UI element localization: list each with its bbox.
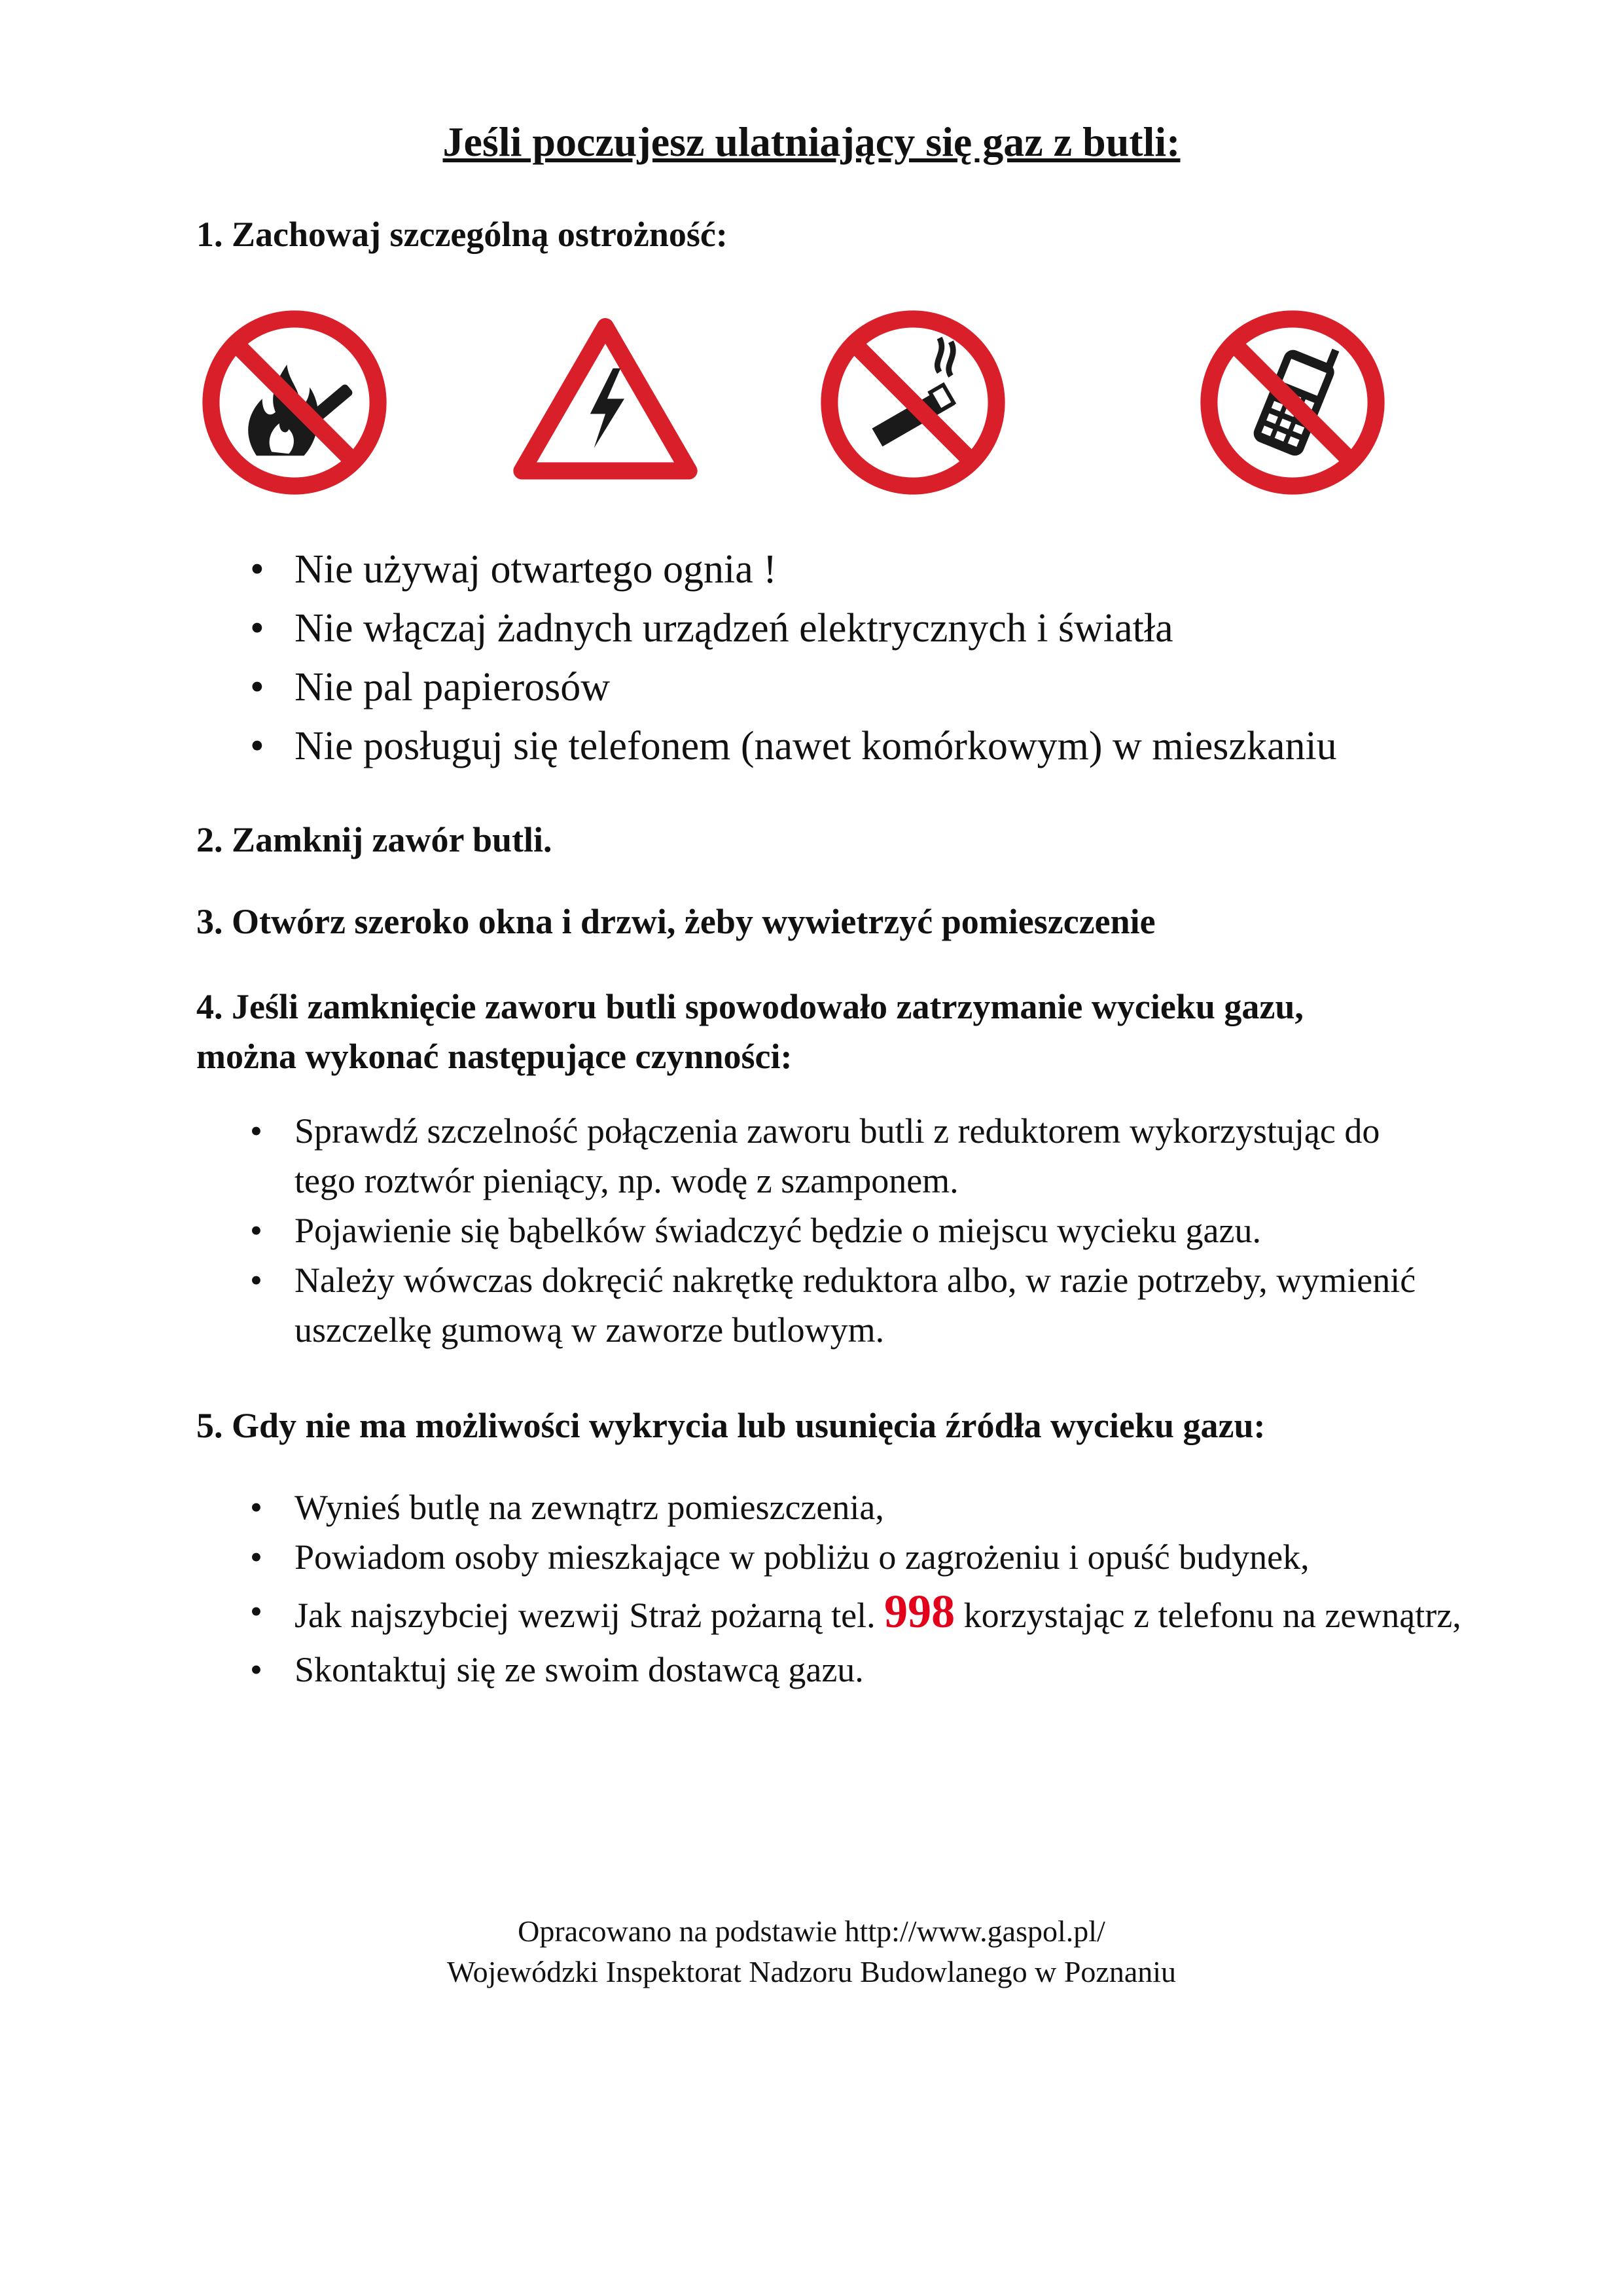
list-item: • Powiadom osoby mieszkające w pobliżu o zagrożeniu i opuść budynek, [236,1532,1479,1582]
list-item: • Nie pal papierosów [236,658,1479,717]
step4-list [236,1106,1446,1355]
footer-source: Opracowano na podstawie http://www.gaspol.pl/ [518,1914,1105,1948]
step5-heading: 5. Gdy nie ma możliwości wykrycia lub usunięcia źródła wycieku gazu: [196,1406,1266,1445]
electrical-hazard-icon [510,308,700,497]
step4-heading-line2: można wykonać następujące czynności: [196,1037,793,1076]
list-item: • Skontaktuj się ze swoim dostawcą gazu. [236,1645,1479,1695]
list-item: • Sprawdź szczelność połączenia zaworu butli z reduktorem wykorzystując do tego roztwór pieniący, np. wodę z szamponem. [236,1106,1446,1206]
no-open-flame-icon [200,308,389,497]
footer [0,1911,1623,1992]
list-item: • Należy wówczas dokręcić nakrętkę reduktora albo, w razie potrzeby, wymienić uszczelkę gumową w zaworze butlowym. [236,1255,1446,1355]
emergency-phone-number: 998 [884,1585,955,1638]
step1-heading: 1. Zachowaj szczególną ostrożność: [196,215,728,254]
list-item-call-fire-brigade [236,1582,1479,1645]
list-item: • Nie włączaj żadnych urządzeń elektrycznych i światła [236,599,1479,658]
step2-heading: 2. Zamknij zawór butli. [196,820,552,859]
list-item: • Nie posługuj się telefonem (nawet komórkowym) w mieszkaniu [236,717,1479,776]
footer-author: Wojewódzki Inspektorat Nadzoru Budowlanego w Poznaniu [446,1955,1177,1988]
no-smoking-icon [818,308,1008,497]
step4-heading-line1: 4. Jeśli zamknięcie zaworu butli spowodowało zatrzymanie wycieku gazu, [196,987,1304,1026]
warning-icons-row [0,295,1623,511]
step5-list [236,1482,1479,1695]
list-item: • Pojawienie się bąbelków świadczyć będzie o miejscu wycieku gazu. [236,1206,1446,1255]
call-text-after: korzystając z telefonu na zewnątrz, [955,1596,1461,1635]
call-text-before: Jak najszybciej wezwij Straż pożarną tel. [294,1596,885,1635]
list-item: • Nie używaj otwartego ognia ! [236,540,1479,599]
document-title: Jeśli poczujesz ulatniający się gaz z butli: [442,118,1181,165]
no-mobile-phone-icon [1198,308,1387,497]
step4-heading [196,982,1440,1081]
list-item: • Wynieś butlę na zewnątrz pomieszczenia, [236,1482,1479,1532]
step3-heading: 3. Otwórz szeroko okna i drzwi, żeby wywietrzyć pomieszczenie [196,902,1156,941]
step1-list [236,540,1479,776]
